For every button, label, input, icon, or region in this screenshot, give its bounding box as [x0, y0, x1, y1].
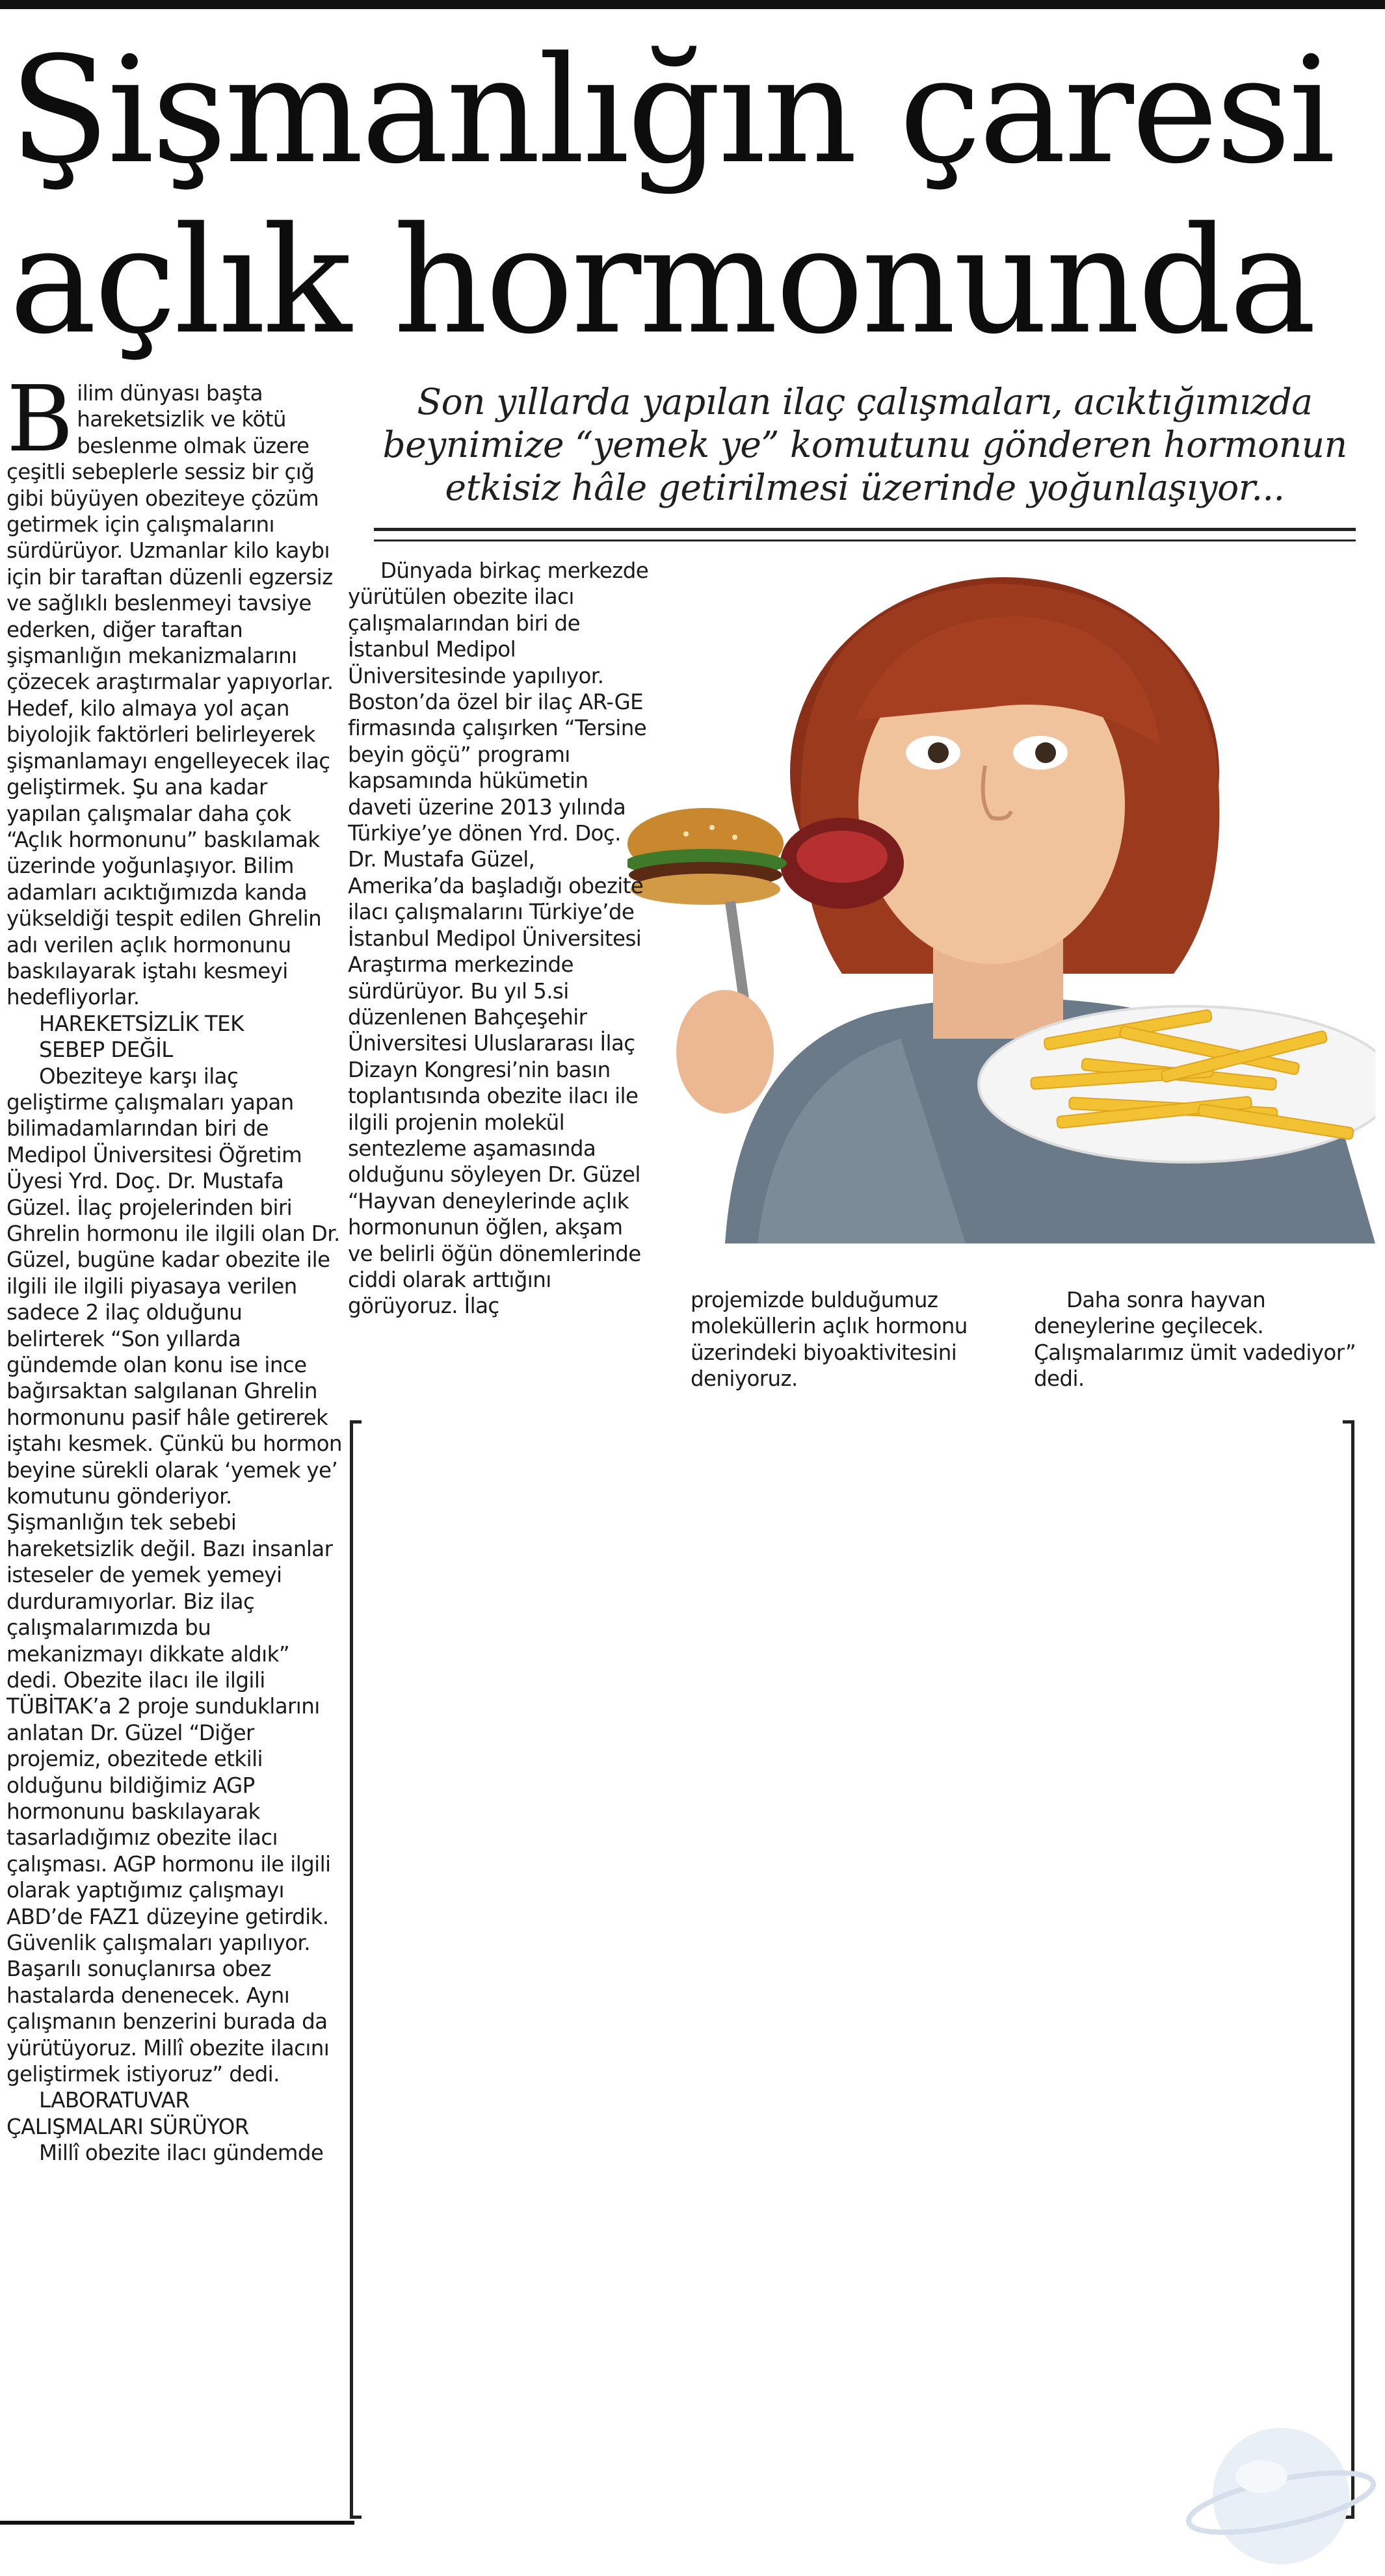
intro-paragraph — [7, 367, 345, 1011]
deck-rule — [374, 528, 1356, 531]
deck-rule-thin — [374, 540, 1356, 541]
body-paragraph: Obeziteye karşı ilaç geliştirme çalışmaları yapan bilimadamlarından biri de Medipol Üniversitesi Öğretim Üyesi Yrd. Doç. Dr. Mustafa Güzel. İlaç projelerinden biri Ghrelin hormonu ile ilgili olan Dr. Güzel, bugüne kadar obezite ile ilgili ile ilgili piyasaya verilen sadece 2 ilaç olduğunu belirterek “Son yıllarda gündemde olan konu ise ince bağırsaktan salgılanan Ghrelin hormonunu pasif hâle getirerek iştahı kesmek. Çünkü bu hormon beyine sürekli olarak ‘yemek ye’ komutunu gönderiyor. Şişmanlığın tek sebebi hareketsizlik değil. Bazı insanlar isteseler de yemek yemeyi durduramıyorlar. Biz ilaç çalışmalarımızda bu mekanizmayı dikkate aldık” dedi. Obezite ilacı ile ilgili TÜBİTAK’a 2 proje sunduklarını anlatan Dr. Güzel “Diğer projemiz, obezitede etkili olduğunu bildiğimiz AGP hormonunu baskılayarak tasarladığımız obezite ilacı çalışması. AGP hormonu ile ilgili olarak yaptığımız çalışmayı ABD’de FAZ1 düzeyine getirdik. Güvenlik çalışmaları yapılıyor. Başarılı sonuçlanırsa obez hastalarda denenecek. Aynı çalışmanın benzerini burada da yürütüyoruz. Millî obezite ilacını geliştirmek istiyoruz” dedi. — [7, 1063, 342, 2087]
deck: Son yıllarda yapılan ilaç çalışmaları, acıktığımızda beynimize “yemek ye” komutunu gönderen hormonun etkisiz hâle getirilmesi üzerinde yoğunlaşıyor... — [382, 381, 1347, 508]
subhead-1-line-2: SEBEP DEĞİL — [39, 1037, 173, 1063]
column-2 — [348, 558, 653, 1320]
column-4 — [1034, 1287, 1359, 1392]
subhead-2-line-2: ÇALIŞMALARI SÜRÜYOR — [7, 2114, 249, 2139]
ad-box-right-top-tick — [1343, 1420, 1354, 1424]
ad-box-left-top-tick — [350, 1420, 362, 1424]
headline-line-1: Şişmanlığın çaresi — [9, 25, 1333, 196]
ad-box-left-border — [350, 1420, 353, 2519]
subhead-2-line-1: LABORATUVAR — [39, 2088, 190, 2113]
column-3 — [691, 1287, 1016, 1392]
ad-box-right-border — [1351, 1420, 1354, 2519]
headline — [9, 26, 1375, 367]
column-1 — [7, 367, 345, 2166]
photo-woman-eating — [627, 558, 1375, 1243]
globe-watermark-icon — [1183, 2405, 1378, 2574]
ad-box-left-bottom-tick — [350, 2516, 362, 2519]
bottom-rule — [0, 2521, 354, 2525]
column-3-text: projemizde bulduğumuz moleküllerin açlık hormonu üzerindeki biyoaktivitesini deniyoruz. — [691, 1288, 968, 1392]
subhead-1-line-1: HAREKETSİZLİK TEK — [39, 1011, 244, 1036]
column-4-text: Daha sonra hayvan deneylerine geçilecek. Çalışmalarımız ümit vadediyor” dedi. — [1034, 1288, 1356, 1392]
top-rule — [0, 0, 1385, 9]
headline-line-2: açlık hormonunda — [9, 196, 1314, 367]
column-2-text: Dünyada birkaç merkezde yürütülen obezite ilacı çalışmalarından biri de İstanbul Medipol Üniversitesinde yapılıyor. Boston’da özel bir ilaç AR-GE firmasında çalışırken “Tersine beyin göçü” programı kapsamında hükümetin daveti üzerine 2013 yılında Türkiye’ye dönen Yrd. Doç. Dr. Mustafa Güzel, Amerika’da başladığı obezite ilacı çalışmalarını Türkiye’de İstanbul Medipol Üniversitesi Araştırma merkezinde sürdürüyor. Bu yıl 5.si düzenlenen Bahçeşehir Üniversitesi Uluslararası İlaç Dizayn Kongresi’nin basın toplantısında obezite ilacı ile ilgili projenin molekül sentezleme aşamasında olduğunu söyleyen Dr. Güzel “Hayvan deneylerinde açlık hormonunun öğlen, akşam ve belirli öğün dönemlerinde ciddi olarak arttığını görüyoruz. İlaç — [348, 558, 649, 1319]
dropcap: B — [7, 367, 73, 473]
intro-text: ilim dünyası başta hareketsizlik ve kötü beslenme olmak üzere çeşitli sebeplerle sessiz bir çığ gibi büyüyen obeziteye çözüm getirmek için çalışmalarını sürdürüyor. Uzmanlar kilo kaybı için bir taraftan düzenli egzersiz ve sağlıklı beslenmeyi tavsiye ederken, diğer taraftan şişmanlığın mekanizmalarını çözecek araştırmalar yapıyorlar. Hedef, kilo almaya yol açan biyolojik faktörleri belirleyerek şişmanlamayı engelleyecek ilaç geliştirmek. Şu ana kadar yapılan çalışmalar daha çok “Açlık hormonunu” baskılamak üzerinde yoğunlaşıyor. Bilim adamları acıktığımızda kanda yükseldiği tespit edilen Ghrelin adı verilen açlık hormonunu baskılayarak iştahı kesmeyi hedefliyorlar. — [7, 381, 334, 1010]
tail-paragraph: Millî obezite ilacı gündemde — [39, 2140, 324, 2166]
